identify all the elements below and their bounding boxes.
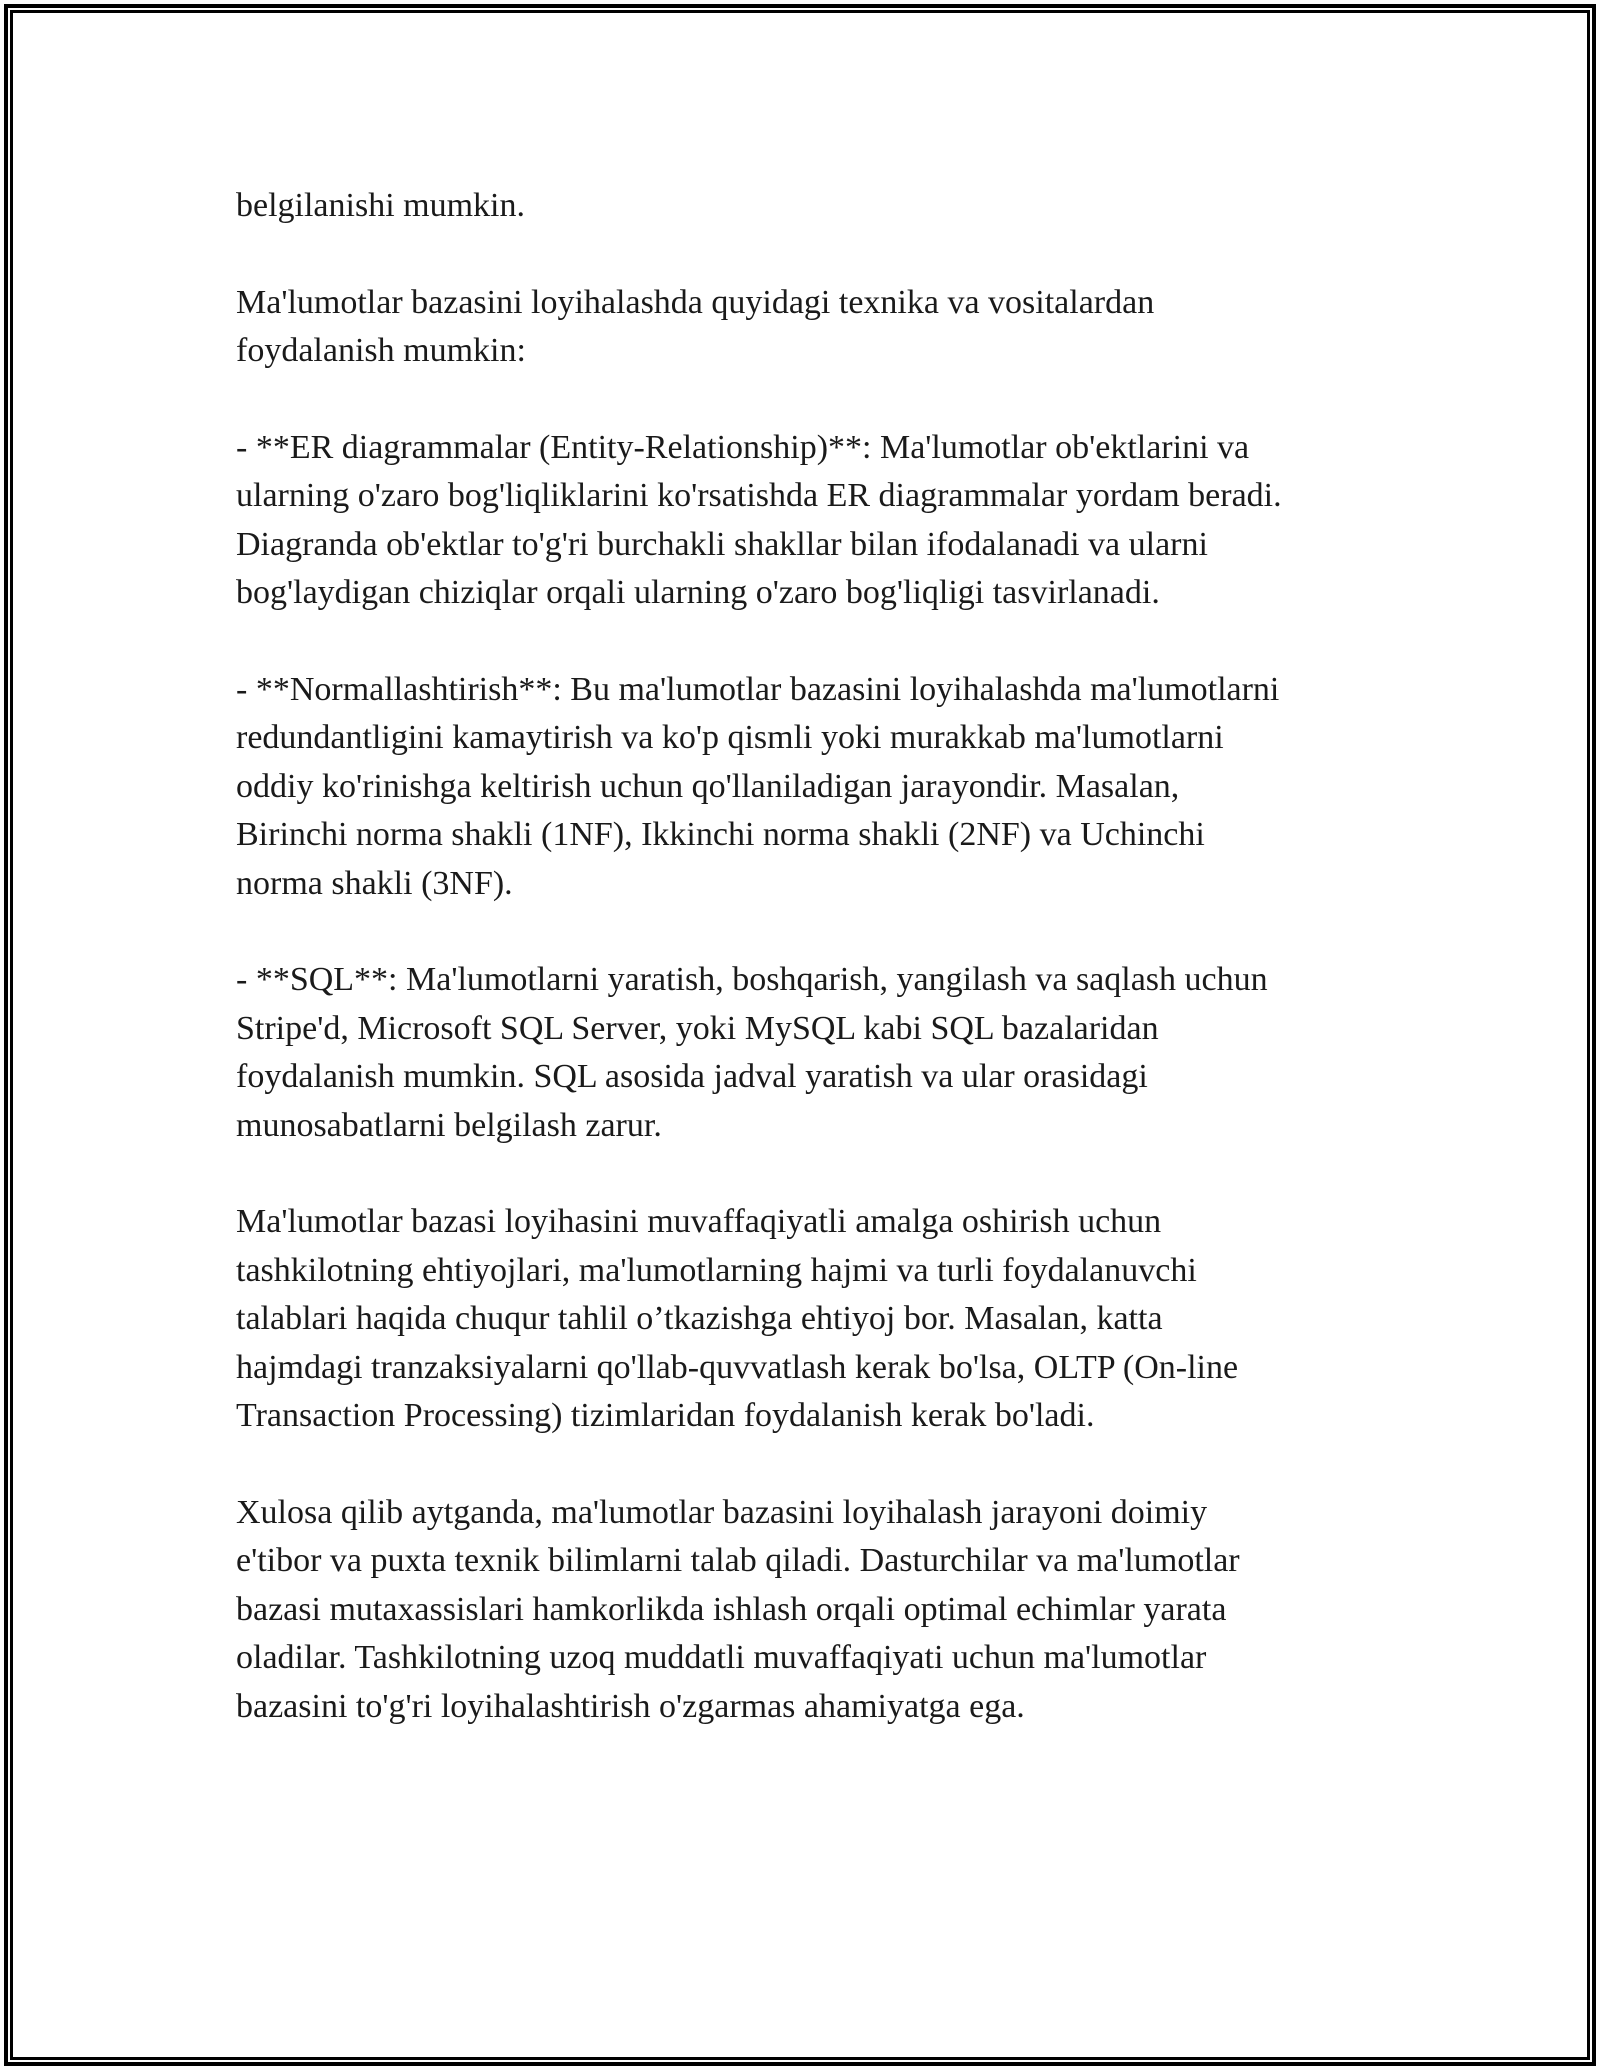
paragraph-conclusion xyxy=(236,1489,1386,1731)
paragraph-sql xyxy=(236,956,1386,1150)
text-line: bog'laydigan chiziqlar orqali ularning o'zaro bog'liqligi tasvirlanadi. xyxy=(236,574,1160,612)
text-line: foydalanish mumkin: xyxy=(236,332,526,370)
text-line: Birinchi norma shakli (1NF), Ikkinchi norma shakli (2NF) va Uchinchi xyxy=(236,816,1205,854)
text-line: e'tibor va puxta texnik bilimlarni talab qiladi. Dasturchilar va ma'lumotlar xyxy=(236,1542,1240,1580)
text-line: oddiy ko'rinishga keltirish uchun qo'llaniladigan jarayondir. Masalan, xyxy=(236,767,1180,805)
paragraph-er-diagrams xyxy=(236,424,1386,618)
text-line: Stripe'd, Microsoft SQL Server, yoki MySQL kabi SQL bazalaridan xyxy=(236,1009,1159,1047)
text-line: - **SQL**: Ma'lumotlarni yaratish, boshqarish, yangilash va saqlash uchun xyxy=(236,961,1268,999)
text-line: bazasi mutaxassislari hamkorlikda ishlash orqali optimal echimlar yarata xyxy=(236,1590,1227,1628)
text-line: belgilanishi mumkin. xyxy=(236,187,525,224)
text-line: bazasini to'g'ri loyihalashtirish o'zgarmas ahamiyatga ega. xyxy=(236,1687,1025,1725)
text-line: Transaction Processing) tizimlaridan foydalanish kerak bo'ladi. xyxy=(236,1397,1095,1435)
text-line: tashkilotning ehtiyojlari, ma'lumotlarning hajmi va turli foydalanuvchi xyxy=(236,1251,1197,1289)
paragraph-normalization xyxy=(236,666,1386,908)
text-line: oladilar. Tashkilotning uzoq muddatli muvaffaqiyati uchun ma'lumotlar xyxy=(236,1639,1207,1677)
text-line: Diagranda ob'ektlar to'g'ri burchakli shakllar bilan ifodalanadi va ularni xyxy=(236,525,1208,563)
text-line: talablari haqida chuqur tahlil o’tkazishga ehtiyoj bor. Masalan, katta xyxy=(236,1300,1163,1338)
paragraph-intro xyxy=(236,279,1386,376)
document-body xyxy=(236,182,1386,1779)
text-line: - **Normallashtirish**: Bu ma'lumotlar bazasini loyihalashda ma'lumotlarni xyxy=(236,671,1280,709)
paragraph-success xyxy=(236,1198,1386,1440)
text-line: redundantligini kamaytirish va ko'p qismli yoki murakkab ma'lumotlarni xyxy=(236,719,1224,757)
text-line: norma shakli (3NF). xyxy=(236,864,513,902)
text-line: munosabatlarni belgilash zarur. xyxy=(236,1106,662,1144)
text-line: ularning o'zaro bog'liqliklarini ko'rsatishda ER diagrammalar yordam beradi. xyxy=(236,477,1282,515)
text-line: foydalanish mumkin. SQL asosida jadval yaratish va ular orasidagi xyxy=(236,1058,1148,1096)
text-line: hajmdagi tranzaksiyalarni qo'llab-quvvatlash kerak bo'lsa, OLTP (On-line xyxy=(236,1348,1239,1386)
text-line: - **ER diagrammalar (Entity-Relationship)**: Ma'lumotlar ob'ektlarini va xyxy=(236,429,1250,466)
paragraph-continuation xyxy=(236,182,1386,230)
text-line: Ma'lumotlar bazasi loyihasini muvaffaqiyatli amalga oshirish uchun xyxy=(236,1203,1162,1241)
text-line: Ma'lumotlar bazasini loyihalashda quyidagi texnika va vositalardan xyxy=(236,283,1155,321)
text-line: Xulosa qilib aytganda, ma'lumotlar bazasini loyihalash jarayoni doimiy xyxy=(236,1493,1208,1531)
